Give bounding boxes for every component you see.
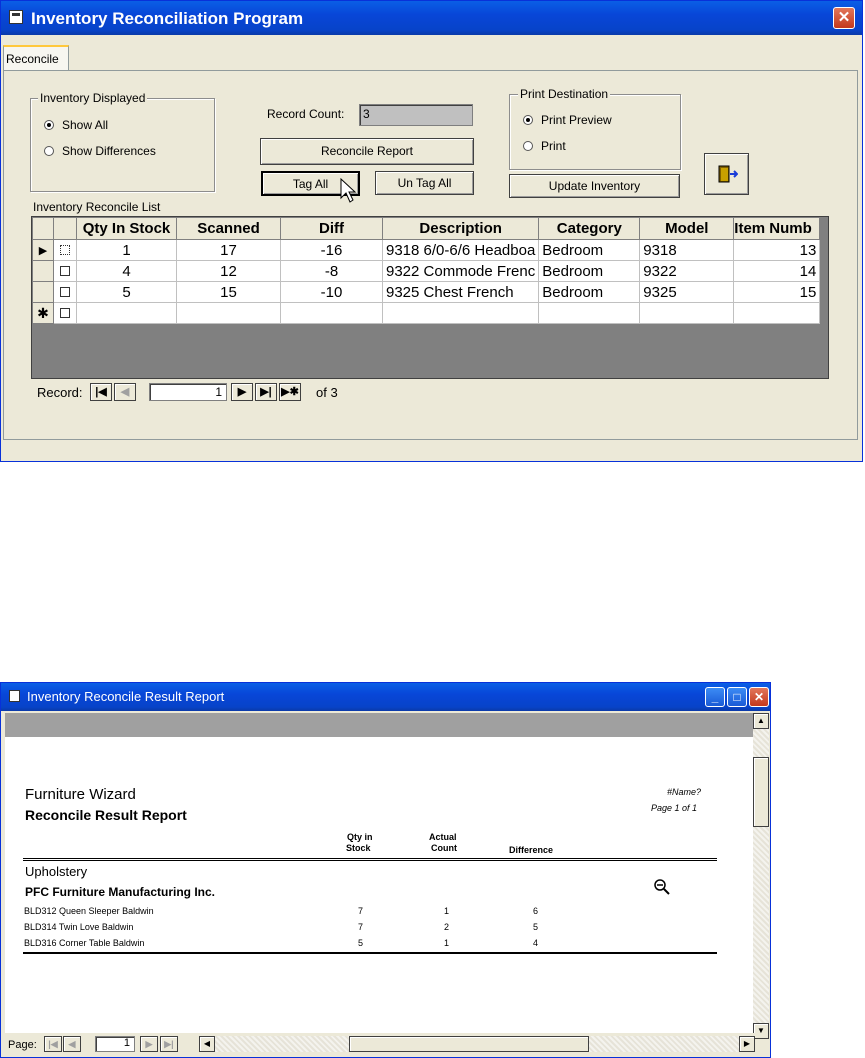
horizontal-scroll-thumb[interactable] xyxy=(349,1036,589,1052)
table-row[interactable] xyxy=(33,261,820,282)
cell-category[interactable]: Bedroom xyxy=(539,261,640,282)
next-page-button[interactable]: ▶ xyxy=(140,1036,158,1052)
radio-print-preview[interactable] xyxy=(523,113,612,127)
report-actual: 2 xyxy=(444,922,450,932)
empty-cell[interactable] xyxy=(281,303,383,324)
cell-scanned[interactable]: 17 xyxy=(177,240,281,261)
report-diff: 4 xyxy=(533,938,539,948)
horizontal-scrollbar[interactable] xyxy=(199,1036,755,1052)
inventory-reconciliation-window xyxy=(0,0,863,462)
record-count-label: Record Count: xyxy=(267,107,345,121)
empty-cell[interactable] xyxy=(539,303,640,324)
window-title: Inventory Reconcile Result Report xyxy=(27,689,225,704)
group-name: Upholstery xyxy=(25,864,88,879)
scroll-right-icon[interactable]: ▶ xyxy=(739,1036,755,1052)
last-page-button[interactable]: ▶| xyxy=(160,1036,178,1052)
tag-header xyxy=(54,218,77,240)
new-record-button[interactable]: ▶✱ xyxy=(279,383,301,401)
cell-model[interactable]: 9325 xyxy=(640,282,734,303)
radio-show-differences[interactable] xyxy=(44,144,156,158)
vertical-scroll-thumb[interactable] xyxy=(753,757,769,827)
cell-item[interactable]: 15 xyxy=(734,282,820,303)
scroll-up-icon[interactable]: ▲ xyxy=(753,713,769,729)
report-title: Reconcile Result Report xyxy=(25,807,187,823)
cell-category[interactable]: Bedroom xyxy=(539,240,640,261)
record-of-count: of 3 xyxy=(316,385,338,400)
zoom-out-icon[interactable] xyxy=(654,879,670,895)
tag-checkbox[interactable] xyxy=(54,282,77,303)
page-navigation-bar xyxy=(3,1033,755,1055)
cell-description[interactable]: 9318 6/0-6/6 Headboa xyxy=(383,240,539,261)
report-page xyxy=(5,713,753,1033)
record-count-field: 3 xyxy=(359,104,473,126)
inventory-grid xyxy=(31,216,829,379)
table-row[interactable] xyxy=(33,282,820,303)
report-icon xyxy=(9,690,20,702)
window-title: Inventory Reconciliation Program xyxy=(31,9,304,28)
cell-description[interactable]: 9322 Commode Frenc xyxy=(383,261,539,282)
report-qty: 5 xyxy=(358,938,364,948)
col-actual-header-2: Count xyxy=(431,843,457,853)
report-diff: 6 xyxy=(533,906,539,916)
report-diff: 5 xyxy=(533,922,539,932)
new-record-icon[interactable]: ✱ xyxy=(33,303,54,324)
scroll-down-icon[interactable]: ▼ xyxy=(753,1023,769,1039)
report-qty: 7 xyxy=(358,906,364,916)
row-selector[interactable] xyxy=(33,282,54,303)
minimize-button[interactable]: _ xyxy=(705,687,725,707)
radio-print[interactable] xyxy=(523,139,566,153)
col-header[interactable]: Description xyxy=(383,218,539,240)
report-item: BLD316 Corner Table Baldwin xyxy=(24,938,145,948)
close-button[interactable]: ✕ xyxy=(833,7,855,29)
row-selector[interactable] xyxy=(33,261,54,282)
cell-qty[interactable]: 1 xyxy=(77,240,177,261)
radio-selected-icon xyxy=(44,120,54,130)
page-info: Page 1 of 1 xyxy=(651,803,698,813)
cell-diff[interactable]: -10 xyxy=(281,282,383,303)
col-header[interactable]: Qty In Stock xyxy=(77,218,177,240)
mouse-cursor-icon xyxy=(340,178,358,204)
maximize-button[interactable]: □ xyxy=(727,687,747,707)
first-record-button[interactable]: |◀ xyxy=(90,383,112,401)
report-margin xyxy=(5,713,753,737)
prev-page-button[interactable]: ◀ xyxy=(63,1036,81,1052)
cell-description[interactable]: 9325 Chest French xyxy=(383,282,539,303)
title-bar xyxy=(1,1,862,35)
col-header[interactable]: Scanned xyxy=(177,218,281,240)
report-item: BLD314 Twin Love Baldwin xyxy=(24,922,134,932)
empty-cell[interactable] xyxy=(734,303,820,324)
tab-reconcile[interactable]: Reconcile xyxy=(3,45,69,71)
empty-cell[interactable] xyxy=(383,303,539,324)
print-destination-legend: Print Destination xyxy=(520,87,609,101)
page-number-input[interactable]: 1 xyxy=(95,1036,135,1052)
header-rule-2 xyxy=(23,860,717,861)
update-inventory-button[interactable]: Update Inventory xyxy=(509,174,680,198)
cell-qty[interactable]: 5 xyxy=(77,282,177,303)
un-tag-all-button[interactable]: Un Tag All xyxy=(375,171,474,195)
checkbox-icon xyxy=(60,308,70,318)
cell-qty[interactable]: 4 xyxy=(77,261,177,282)
col-qty-header-1: Qty in xyxy=(347,832,373,842)
last-record-button[interactable]: ▶| xyxy=(255,383,277,401)
col-diff-header: Difference xyxy=(509,845,554,855)
prev-record-button[interactable]: ◀ xyxy=(114,383,136,401)
radio-selected-icon xyxy=(523,115,533,125)
current-record-icon[interactable]: ▶ xyxy=(33,240,54,261)
col-header[interactable]: Item Numb xyxy=(734,218,820,240)
cell-category[interactable]: Bedroom xyxy=(539,282,640,303)
col-header[interactable]: Diff xyxy=(281,218,383,240)
close-button[interactable]: ✕ xyxy=(749,687,769,707)
radio-label: Show All xyxy=(62,118,109,132)
cell-model[interactable]: 9318 xyxy=(640,240,734,261)
col-qty-header-2: Stock xyxy=(346,843,371,853)
header-row xyxy=(33,218,820,240)
radio-show-all[interactable] xyxy=(44,118,108,132)
exit-door-icon xyxy=(716,163,738,185)
exit-button[interactable] xyxy=(704,153,749,195)
record-label: Record: xyxy=(37,385,83,400)
inventory-table xyxy=(32,217,820,324)
cell-scanned[interactable]: 15 xyxy=(177,282,281,303)
scroll-left-icon[interactable]: ◀ xyxy=(199,1036,215,1052)
header-rule xyxy=(23,858,717,859)
radio-label: Show Differences xyxy=(62,144,156,158)
empty-cell[interactable] xyxy=(77,303,177,324)
record-number-input[interactable]: 1 xyxy=(149,383,227,401)
cell-diff[interactable]: -8 xyxy=(281,261,383,282)
tag-checkbox[interactable] xyxy=(54,303,77,324)
cell-item[interactable]: 13 xyxy=(734,240,820,261)
record-navigation-bar xyxy=(32,380,828,404)
tag-all-button[interactable]: Tag All xyxy=(261,171,360,196)
cell-model[interactable]: 9322 xyxy=(640,261,734,282)
vertical-scrollbar[interactable] xyxy=(753,713,769,1039)
radio-unselected-icon xyxy=(44,146,54,156)
name-error: #Name? xyxy=(667,787,702,797)
vendor-name: PFC Furniture Manufacturing Inc. xyxy=(25,885,216,899)
report-item: BLD312 Queen Sleeper Baldwin xyxy=(24,906,154,916)
form-icon xyxy=(9,10,23,24)
checkbox-icon xyxy=(60,266,70,276)
company-name: Furniture Wizard xyxy=(25,786,136,803)
col-header[interactable]: Category xyxy=(539,218,640,240)
checkbox-icon xyxy=(60,287,70,297)
radio-label: Print xyxy=(541,139,566,153)
cell-item[interactable]: 14 xyxy=(734,261,820,282)
radio-unselected-icon xyxy=(523,141,533,151)
new-record-row[interactable] xyxy=(33,303,820,324)
cell-scanned[interactable]: 12 xyxy=(177,261,281,282)
col-actual-header-1: Actual xyxy=(429,832,457,842)
tag-checkbox[interactable] xyxy=(54,261,77,282)
list-label: Inventory Reconcile List xyxy=(33,200,161,214)
report-qty: 7 xyxy=(358,922,364,932)
checkbox-icon xyxy=(60,245,70,255)
radio-label: Print Preview xyxy=(541,113,612,127)
next-record-button[interactable]: ▶ xyxy=(231,383,253,401)
page-label: Page: xyxy=(8,1039,37,1051)
print-destination-frame xyxy=(509,94,681,170)
report-preview-window xyxy=(0,682,771,1058)
report-actual: 1 xyxy=(444,906,450,916)
first-page-button[interactable]: |◀ xyxy=(44,1036,62,1052)
tag-checkbox[interactable] xyxy=(54,240,77,261)
title-bar xyxy=(1,683,770,711)
row-selector-header xyxy=(33,218,54,240)
empty-cell[interactable] xyxy=(177,303,281,324)
col-header[interactable]: Model xyxy=(640,218,734,240)
empty-cell[interactable] xyxy=(640,303,734,324)
footer-rule xyxy=(23,952,717,954)
inventory-displayed-legend: Inventory Displayed xyxy=(40,91,146,105)
report-actual: 1 xyxy=(444,938,450,948)
cell-diff[interactable]: -16 xyxy=(281,240,383,261)
reconcile-report-button[interactable]: Reconcile Report xyxy=(260,138,474,165)
table-row[interactable] xyxy=(33,240,820,261)
